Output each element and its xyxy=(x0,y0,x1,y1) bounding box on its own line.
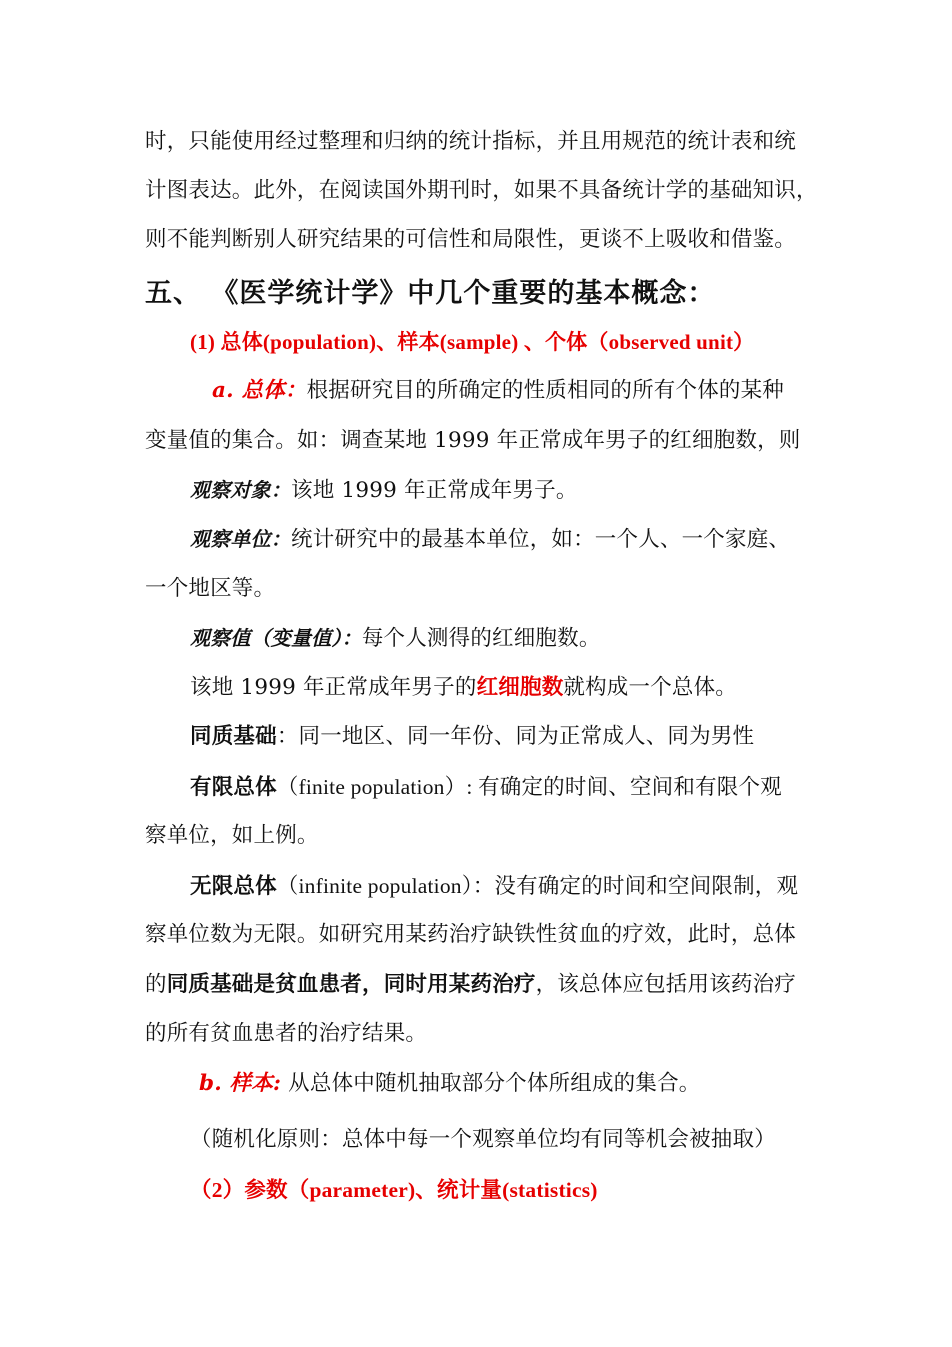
finite-population-line1 xyxy=(190,772,815,802)
observation-unit-line1 xyxy=(190,524,815,555)
population-summary-highlight: 红细胞数 xyxy=(476,675,564,700)
homogeneity-label: 同质基础 xyxy=(190,724,277,749)
observation-object-line xyxy=(190,475,815,506)
infinite-population-line1 xyxy=(190,871,815,901)
definition-b-line xyxy=(199,1069,815,1099)
population-summary-post: 就构成一个总体。 xyxy=(563,675,738,700)
infinite-population-line2: 察单位数为无限。如研究用某药治疗缺铁性贫血的疗效，此时，总体 xyxy=(145,922,797,947)
definition-b-text: 从总体中随机抽取部分个体所组成的集合。 xyxy=(281,1071,701,1096)
observation-unit-text: 统计研究中的最基本单位，如：一个人、一个家庭、 xyxy=(291,527,791,552)
infinite-population-l3-bold: 同质基础是贫血患者，同时用某药治疗 xyxy=(166,972,536,997)
observation-value-line xyxy=(190,623,815,654)
definition-a-line1 xyxy=(212,376,815,406)
infinite-population-l3-post: ，该总体应包括用该药治疗 xyxy=(535,972,797,997)
population-summary-line xyxy=(190,673,815,703)
para1-line2: 计图表达。此外，在阅读国外期刊时，如果不具备统计学的基础知识， xyxy=(145,178,818,203)
infinite-population-text: （infinite population）：没有确定的时间和空间限制，观 xyxy=(276,874,799,898)
population-summary-pre: 该地 1999 年正常成年男子的 xyxy=(190,675,477,700)
finite-population-line2: 察单位，如上例。 xyxy=(145,823,319,848)
randomization-principle: （随机化原则：总体中每一个观察单位均有同等机会被抽取） xyxy=(190,1127,776,1152)
observation-value-text: 每个人测得的红细胞数。 xyxy=(361,626,601,651)
subheading-2: （2）参数（parameter)、统计量(statistics) xyxy=(190,1178,598,1202)
infinite-population-line3 xyxy=(145,970,815,1000)
homogeneity-text: ：同一地区、同一年份、同为正常成人、同为男性 xyxy=(276,724,755,749)
section-heading: 五、 《医学统计学》中几个重要的基本概念： xyxy=(145,278,716,309)
finite-population-text: （finite population）: 有确定的时间、空间和有限个观 xyxy=(276,775,782,799)
definition-a-line2: 变量值的集合。如：调查某地 1999 年正常成年男子的红细胞数，则 xyxy=(145,428,801,453)
observation-unit-label: 观察单位： xyxy=(190,527,291,551)
infinite-population-line4: 的所有贫血患者的治疗结果。 xyxy=(145,1021,428,1046)
definition-a-label: a. 总体： xyxy=(212,378,307,403)
observation-unit-line2: 一个地区等。 xyxy=(145,576,276,601)
finite-population-label: 有限总体 xyxy=(190,775,277,799)
observation-object-label: 观察对象： xyxy=(190,478,291,502)
homogeneity-line xyxy=(190,722,815,752)
definition-b-label: b. 样本: xyxy=(199,1071,282,1096)
observation-object-text: 该地 1999 年正常成年男子。 xyxy=(291,478,578,503)
infinite-population-l3-pre: 的 xyxy=(145,972,167,997)
definition-a-text: 根据研究目的所确定的性质相同的所有个体的某种 xyxy=(306,378,785,403)
para1-line1: 时，只能使用经过整理和归纳的统计指标，并且用规范的统计表和统 xyxy=(145,129,797,154)
infinite-population-label: 无限总体 xyxy=(190,874,277,898)
observation-value-label: 观察值（变量值）： xyxy=(190,626,362,650)
subheading-1: (1) 总体(population)、样本(sample) 、个体（observed unit） xyxy=(190,330,755,354)
para1-line3: 则不能判断别人研究结果的可信性和局限性，更谈不上吸收和借鉴。 xyxy=(145,227,797,252)
